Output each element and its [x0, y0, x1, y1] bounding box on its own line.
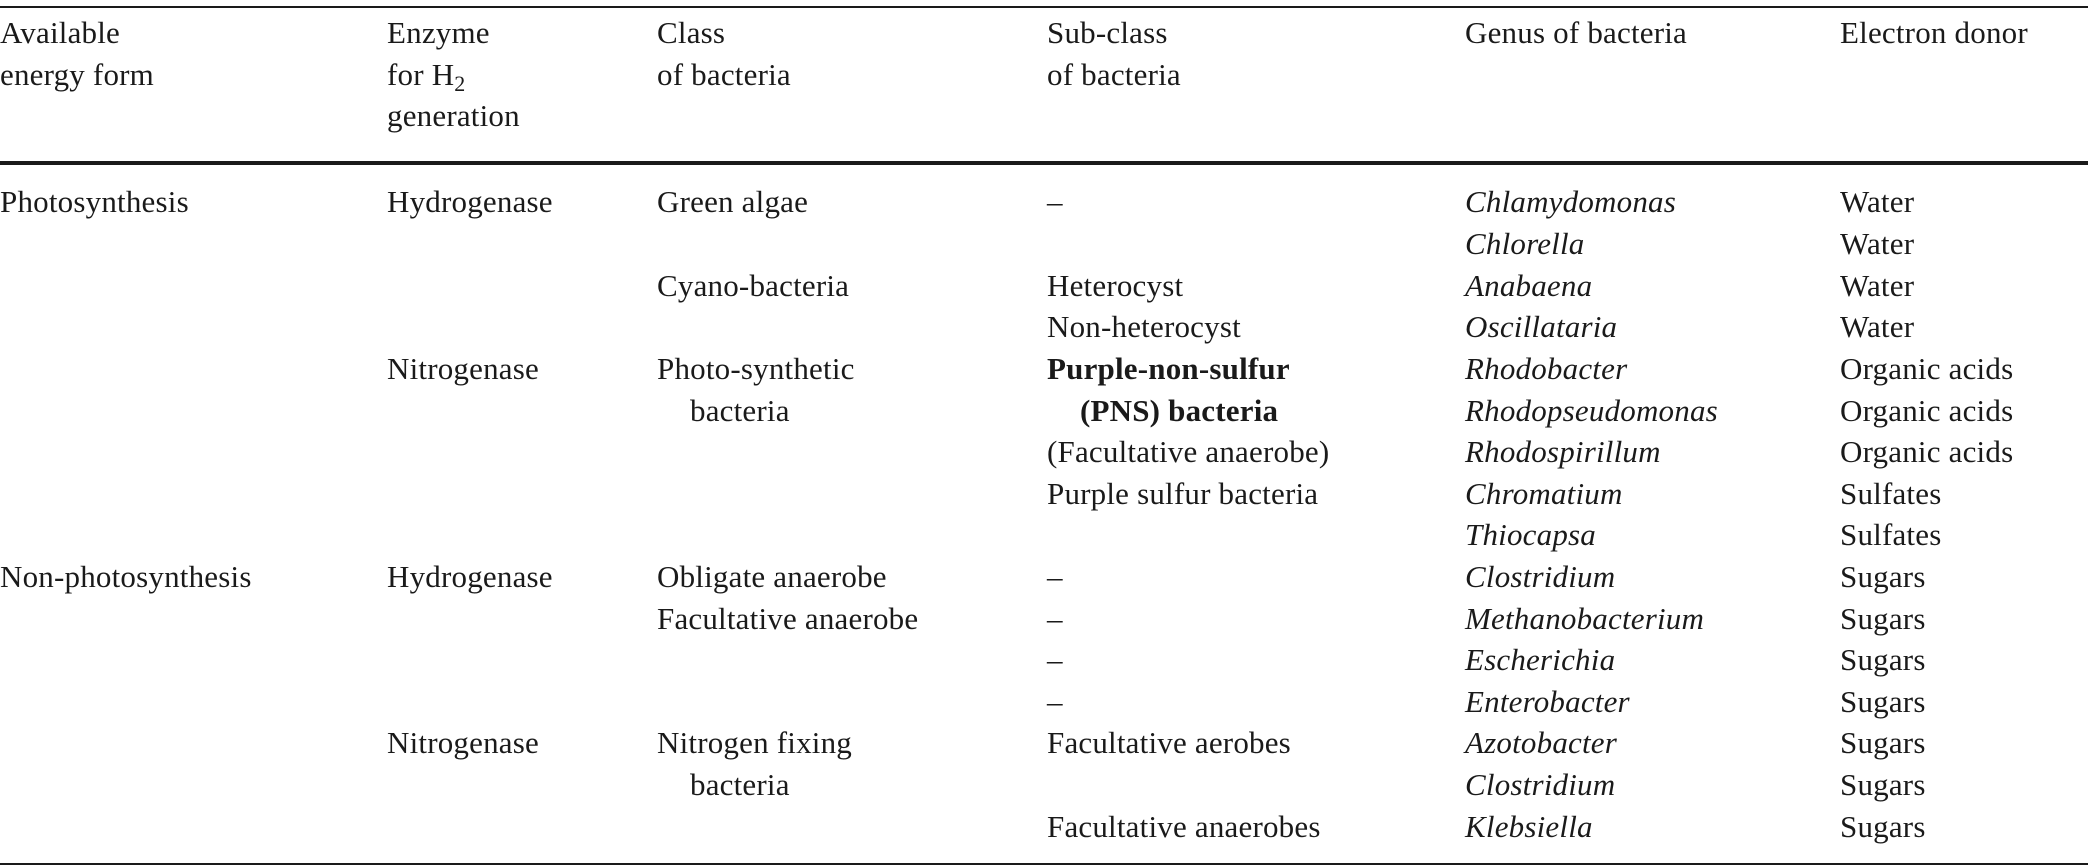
genus-cell: Thiocapsa — [1465, 517, 1596, 552]
donor-cell: Water — [1840, 226, 1915, 261]
header-genus: Genus of bacteria — [1465, 15, 1688, 50]
donor-cell: Sulfates — [1840, 476, 1942, 511]
genus-cell: Chlorella — [1465, 226, 1585, 261]
donor-cell: Organic acids — [1840, 434, 2014, 469]
donor-cell: Sugars — [1840, 809, 1926, 844]
donor-cell: Water — [1840, 309, 1915, 344]
genus-cell: Clostridium — [1465, 559, 1616, 594]
class-cell: Cyano-bacteria — [657, 268, 850, 303]
genus-cell: Chromatium — [1465, 476, 1623, 511]
table-header-rule — [0, 161, 2088, 165]
enzyme-cell: Nitrogenase — [387, 725, 539, 760]
header-class: Class of bacteria — [657, 15, 791, 92]
genus-cell: Rhodopseudomonas — [1465, 393, 1718, 428]
donor-cell: Sulfates — [1840, 517, 1942, 552]
genus-cell: Klebsiella — [1465, 809, 1593, 844]
subclass-cell: – — [1047, 601, 1063, 636]
enzyme-cell: Hydrogenase — [387, 184, 553, 219]
genus-cell: Escherichia — [1465, 642, 1616, 677]
genus-cell: Azotobacter — [1465, 725, 1618, 760]
subclass-cell: Non-heterocyst — [1047, 309, 1241, 344]
class-cell: Photo-synthetic — [657, 351, 855, 386]
genus-cell: Oscillataria — [1465, 309, 1618, 344]
energy-form-cell: Photosynthesis — [0, 184, 189, 219]
energy-form-cell: Non-photosynthesis — [0, 559, 252, 594]
donor-cell: Sugars — [1840, 767, 1926, 802]
genus-cell: Methanobacterium — [1465, 601, 1705, 636]
subclass-cell: Purple sulfur bacteria — [1047, 476, 1319, 511]
class-cell: bacteria — [690, 767, 790, 802]
header-subclass: Sub-class of bacteria — [1047, 15, 1181, 92]
table-bottom-rule — [0, 863, 2088, 865]
header-electron-donor: Electron donor — [1840, 15, 2028, 50]
class-cell: Nitrogen fixing — [657, 725, 852, 760]
genus-cell: Rhodospirillum — [1465, 434, 1661, 469]
class-cell: Facultative anaerobe — [657, 601, 919, 636]
subclass-cell: – — [1047, 642, 1063, 677]
subclass-cell: Heterocyst — [1047, 268, 1184, 303]
genus-cell: Rhodobacter — [1465, 351, 1628, 386]
donor-cell: Organic acids — [1840, 351, 2014, 386]
subclass-cell: – — [1047, 684, 1063, 719]
subclass-cell: – — [1047, 184, 1063, 219]
donor-cell: Water — [1840, 184, 1915, 219]
donor-cell: Sugars — [1840, 684, 1926, 719]
subclass-cell: Facultative aerobes — [1047, 725, 1291, 760]
subclass-cell: Facultative anaerobes — [1047, 809, 1321, 844]
donor-cell: Water — [1840, 268, 1915, 303]
donor-cell: Sugars — [1840, 725, 1926, 760]
donor-cell: Organic acids — [1840, 393, 2014, 428]
genus-cell: Clostridium — [1465, 767, 1616, 802]
enzyme-cell: Hydrogenase — [387, 559, 553, 594]
class-cell: bacteria — [690, 393, 790, 428]
donor-cell: Sugars — [1840, 642, 1926, 677]
class-cell: Obligate anaerobe — [657, 559, 887, 594]
header-enzyme: Enzyme for $H_2$ generation — [387, 15, 520, 133]
subclass-cell: – — [1047, 559, 1063, 594]
table-top-rule — [0, 6, 2088, 8]
header-energy-form: Available energy form — [0, 15, 154, 92]
class-cell: Green algae — [657, 184, 809, 219]
donor-cell: Sugars — [1840, 559, 1926, 594]
genus-cell: Anabaena — [1465, 268, 1593, 303]
subclass-cell: (PNS) bacteria — [1080, 393, 1279, 428]
donor-cell: Sugars — [1840, 601, 1926, 636]
genus-cell: Chlamydomonas — [1465, 184, 1676, 219]
subclass-cell: (Facultative anaerobe) — [1047, 434, 1330, 469]
enzyme-cell: Nitrogenase — [387, 351, 539, 386]
genus-cell: Enterobacter — [1465, 684, 1630, 719]
subclass-cell: Purple-non-sulfur — [1047, 351, 1290, 386]
